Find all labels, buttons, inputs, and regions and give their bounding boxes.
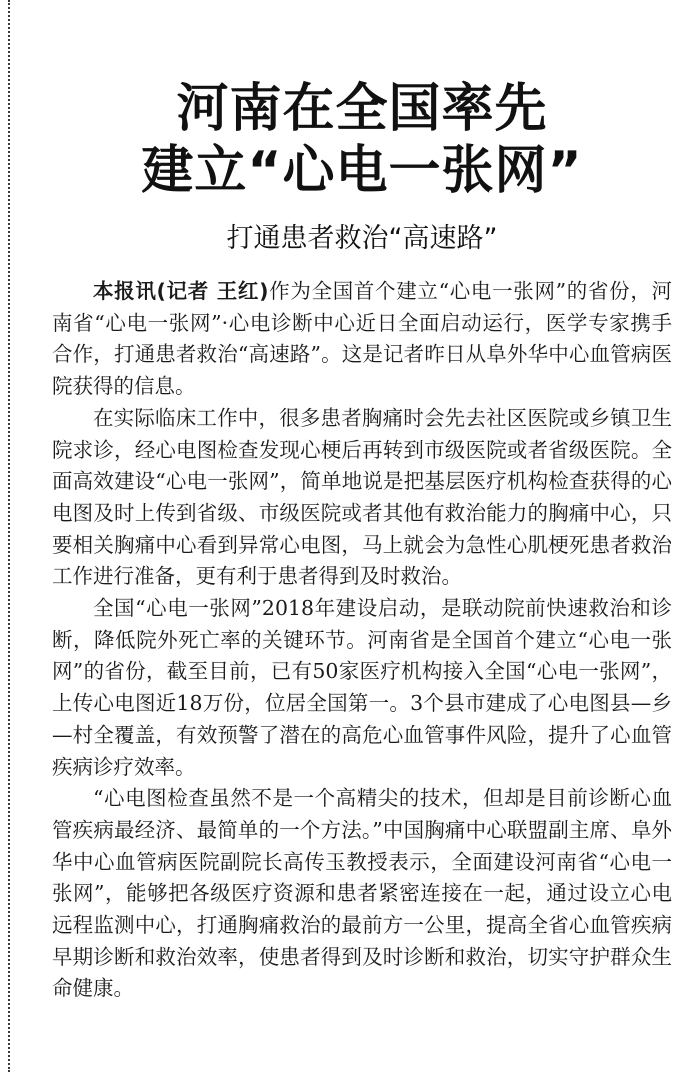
- paragraph-1-text: 作为全国首个建立“心电一张网”的省份，河南省“心电一张网”·心电诊断中心近日全面启动运行，医学专家携手合作，打通患者救治“高速路”。这是记者昨日从阜外华中心血管病医院获得的信息。: [52, 279, 672, 399]
- article: [52, 78, 672, 1005]
- paragraph-1: [52, 276, 672, 403]
- headline-line-1: 河南在全国率先: [176, 79, 548, 139]
- subheadline: 打通患者救治“高速路”: [226, 223, 498, 254]
- paragraph-2: 在实际临床工作中，很多患者胸痛时会先去社区医院或乡镇卫生院求诊，经心电图检查发现心梗后再转到市级医院或者省级医院。全面高效建设“心电一张网”，简单地说是把基层医疗机构检查获得的心电图及时上传到省级、市级医院或者其他有救治能力的胸痛中心，只要相关胸痛中心看到异常心电图，马上就会为急性心肌梗死患者救治工作进行准备，更有利于患者得到及时救治。: [52, 405, 672, 589]
- left-dotted-rule: [8, 0, 10, 1072]
- headline: [52, 78, 672, 202]
- headline-line-2: 建立“心电一张网”: [141, 141, 583, 201]
- article-body: [52, 276, 672, 1005]
- paragraph-3: 全国“心电一张网”2018年建设启动，是联动院前快速救治和诊断，降低院外死亡率的关键环节。河南省是全国首个建立“心电一张网”的省份，截至目前，已有50家医疗机构接入全国“心电一张网”，上传心电图近18万份，位居全国第一。3个县市建成了心电图县—乡—村全覆盖，有效预警了潜在的高危心血管事件风险，提升了心血管疾病诊疗效率。: [52, 596, 672, 779]
- dateline: 本报讯(记者 王红): [93, 279, 269, 303]
- paragraph-4: “心电图检查虽然不是一个高精尖的技术，但却是目前诊断心血管疾病最经济、最简单的一个方法。”中国胸痛中心联盟副主席、阜外华中心血管病医院副院长高传玉教授表示，全面建设河南省“心电一张网”，能够把各级医疗资源和患者紧密连接在一起，通过设立心电远程监测中心，打通胸痛救治的最前方一公里，提高全省心血管疾病早期诊断和救治效率，使患者得到及时诊断和救治，切实守护群众生命健康。: [52, 786, 672, 1001]
